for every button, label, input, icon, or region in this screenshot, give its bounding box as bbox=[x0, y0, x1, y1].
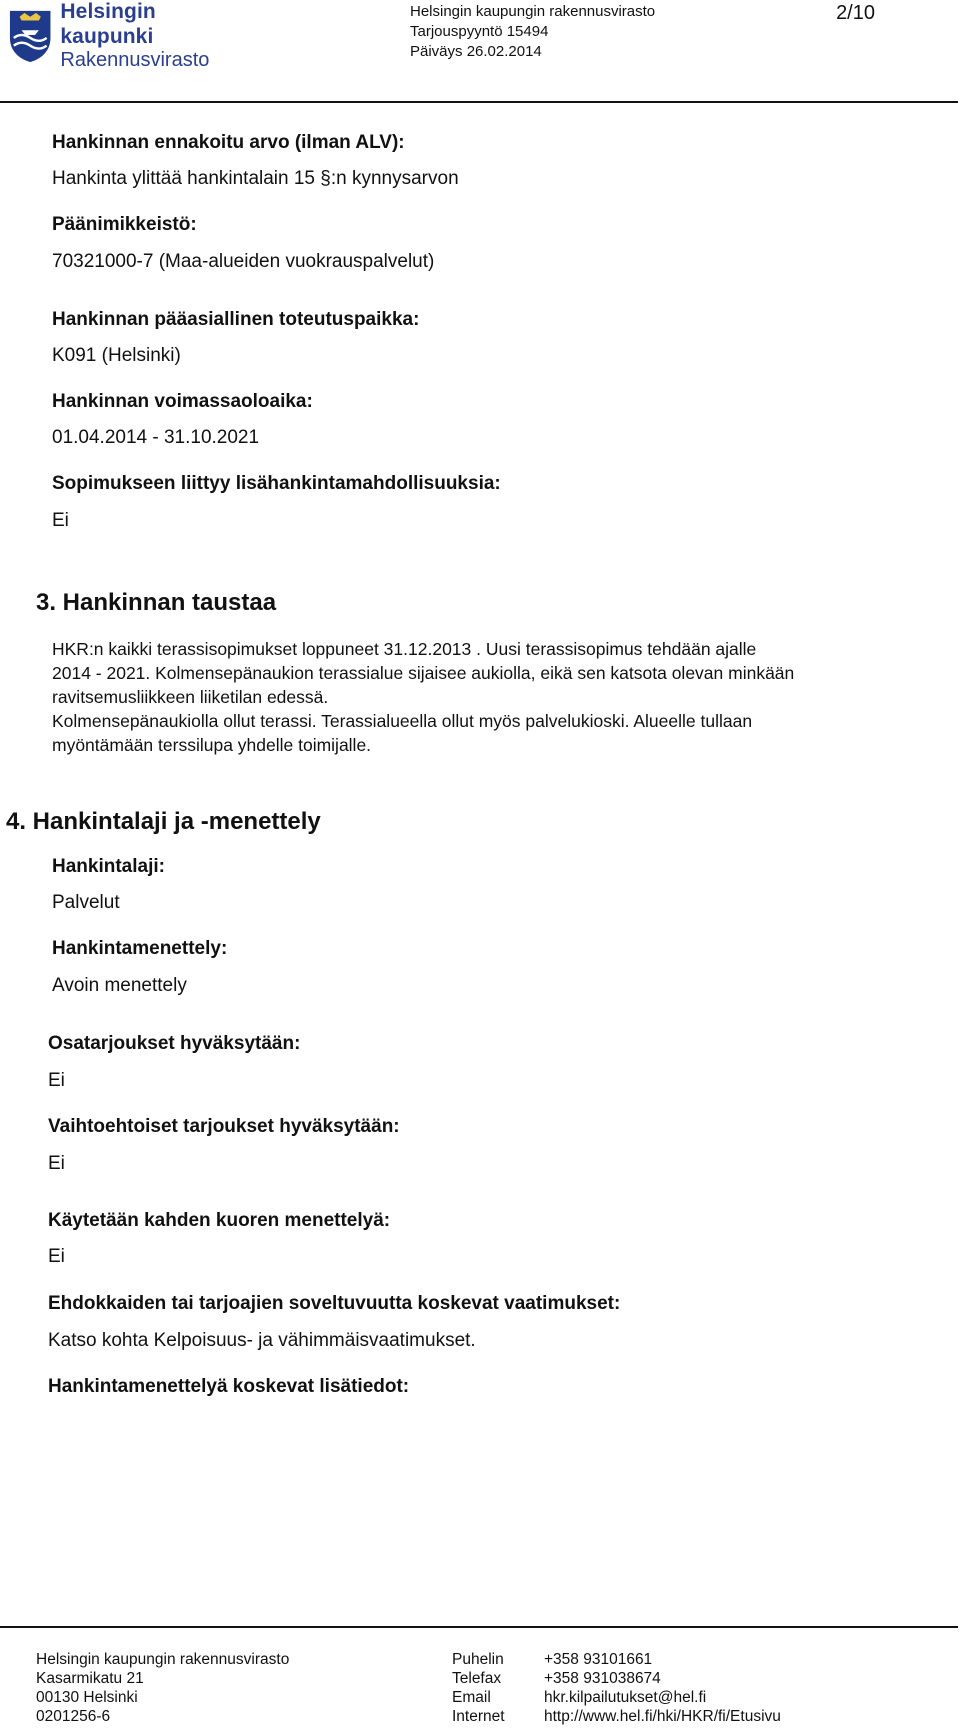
helsinki-crest-icon bbox=[8, 8, 52, 64]
footer-label: Internet bbox=[452, 1708, 505, 1725]
body-line: 2014 - 2021. Kolmensepänaukion terassialue sijaisee aukiolla, eikä sen katsota olevan minkään bbox=[52, 663, 795, 683]
footer-website-link[interactable]: http://www.hel.fi/hki/HKR/fi/Etusivu bbox=[544, 1708, 781, 1725]
field-value: 01.04.2014 - 31.10.2021 bbox=[52, 427, 260, 448]
field-label: Päänimikkeistö: bbox=[52, 214, 197, 235]
body-line: myöntämään terssilupa yhdelle toimijalle. bbox=[52, 735, 372, 755]
field-value: K091 (Helsinki) bbox=[52, 345, 181, 366]
section-3-body bbox=[52, 637, 902, 757]
footer-line: 00130 Helsinki bbox=[36, 1689, 138, 1706]
footer-email-link[interactable]: hkr.kilpailutukset@hel.fi bbox=[544, 1689, 707, 1706]
logo-city-name: Helsingin kaupunki bbox=[60, 0, 156, 48]
page-number: 2/10 bbox=[836, 2, 875, 24]
logo-department: Rakennusvirasto bbox=[60, 48, 210, 71]
field-label: Käytetään kahden kuoren menettelyä: bbox=[48, 1210, 391, 1231]
field-value: Ei bbox=[48, 1246, 65, 1267]
field-label: Hankinnan ennakoitu arvo (ilman ALV): bbox=[52, 132, 405, 153]
footer-label: Email bbox=[452, 1689, 491, 1706]
field-value: Ei bbox=[48, 1070, 65, 1091]
footer-contact-labels bbox=[452, 1650, 505, 1726]
city-logo bbox=[8, 0, 248, 71]
field-value: Palvelut bbox=[52, 892, 120, 913]
field-value: Ei bbox=[52, 510, 69, 531]
field-label: Hankintamenettely: bbox=[52, 938, 228, 959]
field-label: Hankintamenettelyä koskevat lisätiedot: bbox=[48, 1376, 410, 1397]
field-label: Vaihtoehtoiset tarjoukset hyväksytään: bbox=[48, 1116, 400, 1137]
section-3-heading: 3. Hankinnan taustaa bbox=[36, 589, 277, 616]
field-label: Osatarjoukset hyväksytään: bbox=[48, 1033, 301, 1054]
body-line: HKR:n kaikki terassisopimukset loppuneet 31.12.2013 . Uusi terassisopimus tehdään ajalle bbox=[52, 639, 757, 659]
field-value: Katso kohta Kelpoisuus- ja vähimmäisvaatimukset. bbox=[48, 1330, 476, 1351]
field-label: Hankinnan pääasiallinen toteutuspaikka: bbox=[52, 309, 420, 330]
footer-phone: +358 93101661 bbox=[544, 1651, 653, 1668]
header-date: Päiväys 26.02.2014 bbox=[410, 43, 542, 60]
footer-line: Kasarmikatu 21 bbox=[36, 1670, 144, 1687]
footer-divider bbox=[0, 1626, 958, 1628]
header-divider bbox=[0, 101, 958, 103]
body-line: Kolmensepänaukiolla ollut terassi. Terassialueella ollut myös palvelukioski. Alueelle tullaan bbox=[52, 711, 753, 731]
field-value: Hankinta ylittää hankintalain 15 §:n kynnysarvon bbox=[52, 168, 459, 189]
field-label: Hankintalaji: bbox=[52, 856, 165, 877]
header-organization: Helsingin kaupungin rakennusvirasto bbox=[410, 3, 656, 20]
field-label: Ehdokkaiden tai tarjoajien soveltuvuutta koskevat vaatimukset: bbox=[48, 1293, 621, 1314]
footer-line: Helsingin kaupungin rakennusvirasto bbox=[36, 1651, 290, 1668]
field-value: Ei bbox=[48, 1153, 65, 1174]
footer-fax: +358 931038674 bbox=[544, 1670, 661, 1687]
footer-line: 0201256-6 bbox=[36, 1708, 111, 1725]
header-tender-number: Tarjouspyyntö 15494 bbox=[410, 23, 549, 40]
field-estimated-value bbox=[52, 132, 405, 154]
footer-label: Puhelin bbox=[452, 1651, 504, 1668]
section-4-heading: 4. Hankintalaji ja -menettely bbox=[6, 808, 321, 835]
field-value: Avoin menettely bbox=[52, 975, 187, 996]
footer-label: Telefax bbox=[452, 1670, 502, 1687]
field-label: Sopimukseen liittyy lisähankintamahdollisuuksia: bbox=[52, 473, 501, 494]
field-value: 70321000-7 (Maa-alueiden vuokrauspalvelut) bbox=[52, 251, 435, 272]
header-meta bbox=[410, 2, 655, 62]
field-label: Hankinnan voimassaoloaika: bbox=[52, 391, 313, 412]
footer-contact-values bbox=[544, 1650, 781, 1726]
footer-address bbox=[36, 1650, 289, 1726]
body-line: ravitsemusliikkeen liiketilan edessä. bbox=[52, 687, 329, 707]
